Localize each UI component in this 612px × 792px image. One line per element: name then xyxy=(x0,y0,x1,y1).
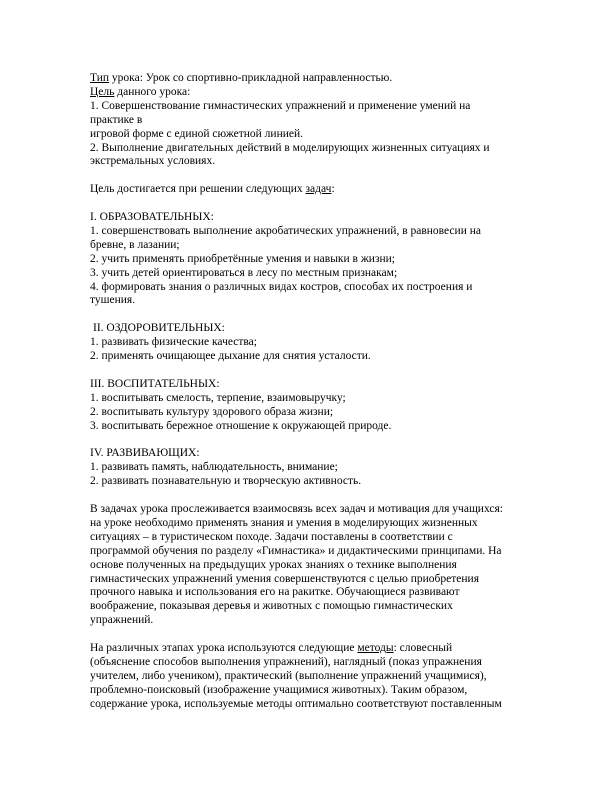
lesson-type-text: урока: Урок со спортивно-прикладной направленностью. xyxy=(109,72,393,84)
section-title-educational: I. ОБРАЗОВАТЕЛЬНЫХ: xyxy=(90,211,214,224)
section-title-health: II. ОЗДОРОВИТЕЛЬНЫХ: xyxy=(93,322,225,335)
section-line: 3. учить детей ориентироваться в лесу по местным признакам; xyxy=(90,266,398,279)
tasks-label: задач xyxy=(305,183,332,196)
spacer xyxy=(90,169,530,183)
methods-intro-text: На различных этапах урока используются следующие xyxy=(90,642,358,655)
section-line: 3. воспитывать бережное отношение к окружающей природе. xyxy=(90,419,392,432)
goal-label: Цель xyxy=(90,85,115,98)
paragraph-line: В задачах урока прослеживается взаимосвязь всех задач и мотивация для учащихся: xyxy=(90,503,503,515)
paragraph-line: воображение, показывая деревья и животных с помощью гимнастических xyxy=(90,600,453,613)
document-page xyxy=(90,72,530,712)
methods-line xyxy=(90,642,530,656)
tasks-intro-line xyxy=(90,183,530,197)
section-line: бревне, в лазании; xyxy=(90,238,180,251)
paragraph-line: ситуациях – в туристическом походе. Задачи поставлены в соответствии с xyxy=(90,530,453,543)
section-line: 2. развивать познавательную и творческую активность. xyxy=(90,475,362,488)
goal-heading-line xyxy=(90,86,530,100)
goal-line: игровой форме с единой сюжетной линией. xyxy=(90,127,304,140)
paragraph-line: прочного навыка и использования его на ракитке. Обучающиеся развивают xyxy=(90,586,460,599)
tasks-intro-text: Цель достигается при решении следующих xyxy=(90,183,306,196)
section-line: 4. формировать знания о различных видах костров, способах их построения и xyxy=(90,280,473,293)
lesson-type-label: Тип xyxy=(90,72,110,84)
section-line: тушения. xyxy=(90,294,136,307)
paragraph-line: упражнений. xyxy=(90,614,154,627)
section-line: 1. воспитывать смелость, терпение, взаимовыручку; xyxy=(90,391,346,404)
section-line: 1. развивать память, наблюдательность, внимание; xyxy=(90,461,338,474)
goal-line: экстремальных условиях. xyxy=(90,155,216,168)
tasks-intro-colon: : xyxy=(331,183,335,196)
paragraph-line: содержание урока, используемые методы оптимально соответствуют поставленным xyxy=(90,697,502,710)
goal-line: 1. Совершенствование гимнастических упражнений и применение умений на xyxy=(90,99,471,112)
spacer xyxy=(90,364,530,378)
section-line: 2. воспитывать культуру здорового образа жизни; xyxy=(90,405,334,418)
section-title-developing: IV. РАЗВИВАЮЩИХ: xyxy=(90,447,200,460)
lesson-type-line xyxy=(90,72,530,86)
paragraph-line: основе полученных на предыдущих уроках знаниях о технике выполнения xyxy=(90,558,457,571)
spacer xyxy=(90,197,530,211)
spacer xyxy=(90,489,530,503)
paragraph-line: программой обучения по разделу «Гимнастика» и дидактическими принципами. На xyxy=(90,544,502,557)
goal-line: практике в xyxy=(90,113,143,126)
paragraph-line: проблемно-поисковый (изображение учащимися животных). Таким образом, xyxy=(90,683,468,696)
section-title-upbringing: III. ВОСПИТАТЕЛЬНЫХ: xyxy=(90,377,220,390)
section-line: 2. учить применять приобретённые умения и навыки в жизни; xyxy=(90,252,395,265)
goal-line: 2. Выполнение двигательных действий в моделирующих жизненных ситуациях и xyxy=(90,141,490,154)
spacer xyxy=(90,308,530,322)
paragraph-line: на уроке необходимо применять знания и умения в моделирующих жизненных xyxy=(90,516,478,529)
methods-after-text: : словесный xyxy=(393,642,453,655)
methods-label: методы xyxy=(357,642,394,655)
paragraph-line: гимнастических упражнений умения совершенствуются с целью приобретения xyxy=(90,572,479,585)
paragraph-line: (объяснение способов выполнения упражнений), наглядный (показ упражнения xyxy=(90,655,482,668)
spacer xyxy=(90,434,530,448)
spacer xyxy=(90,628,530,642)
section-line: 1. развивать физические качества; xyxy=(90,336,257,349)
section-line: 2. применять очищающее дыхание для снятия усталости. xyxy=(90,350,371,363)
paragraph-line: учителем, либо учеником), практический (выполнение упражнений учащимися), xyxy=(90,669,487,682)
section-line: 1. совершенствовать выполнение акробатических упражнений, в равновесии на xyxy=(90,224,481,237)
goal-heading-text: данного урока: xyxy=(114,85,191,98)
